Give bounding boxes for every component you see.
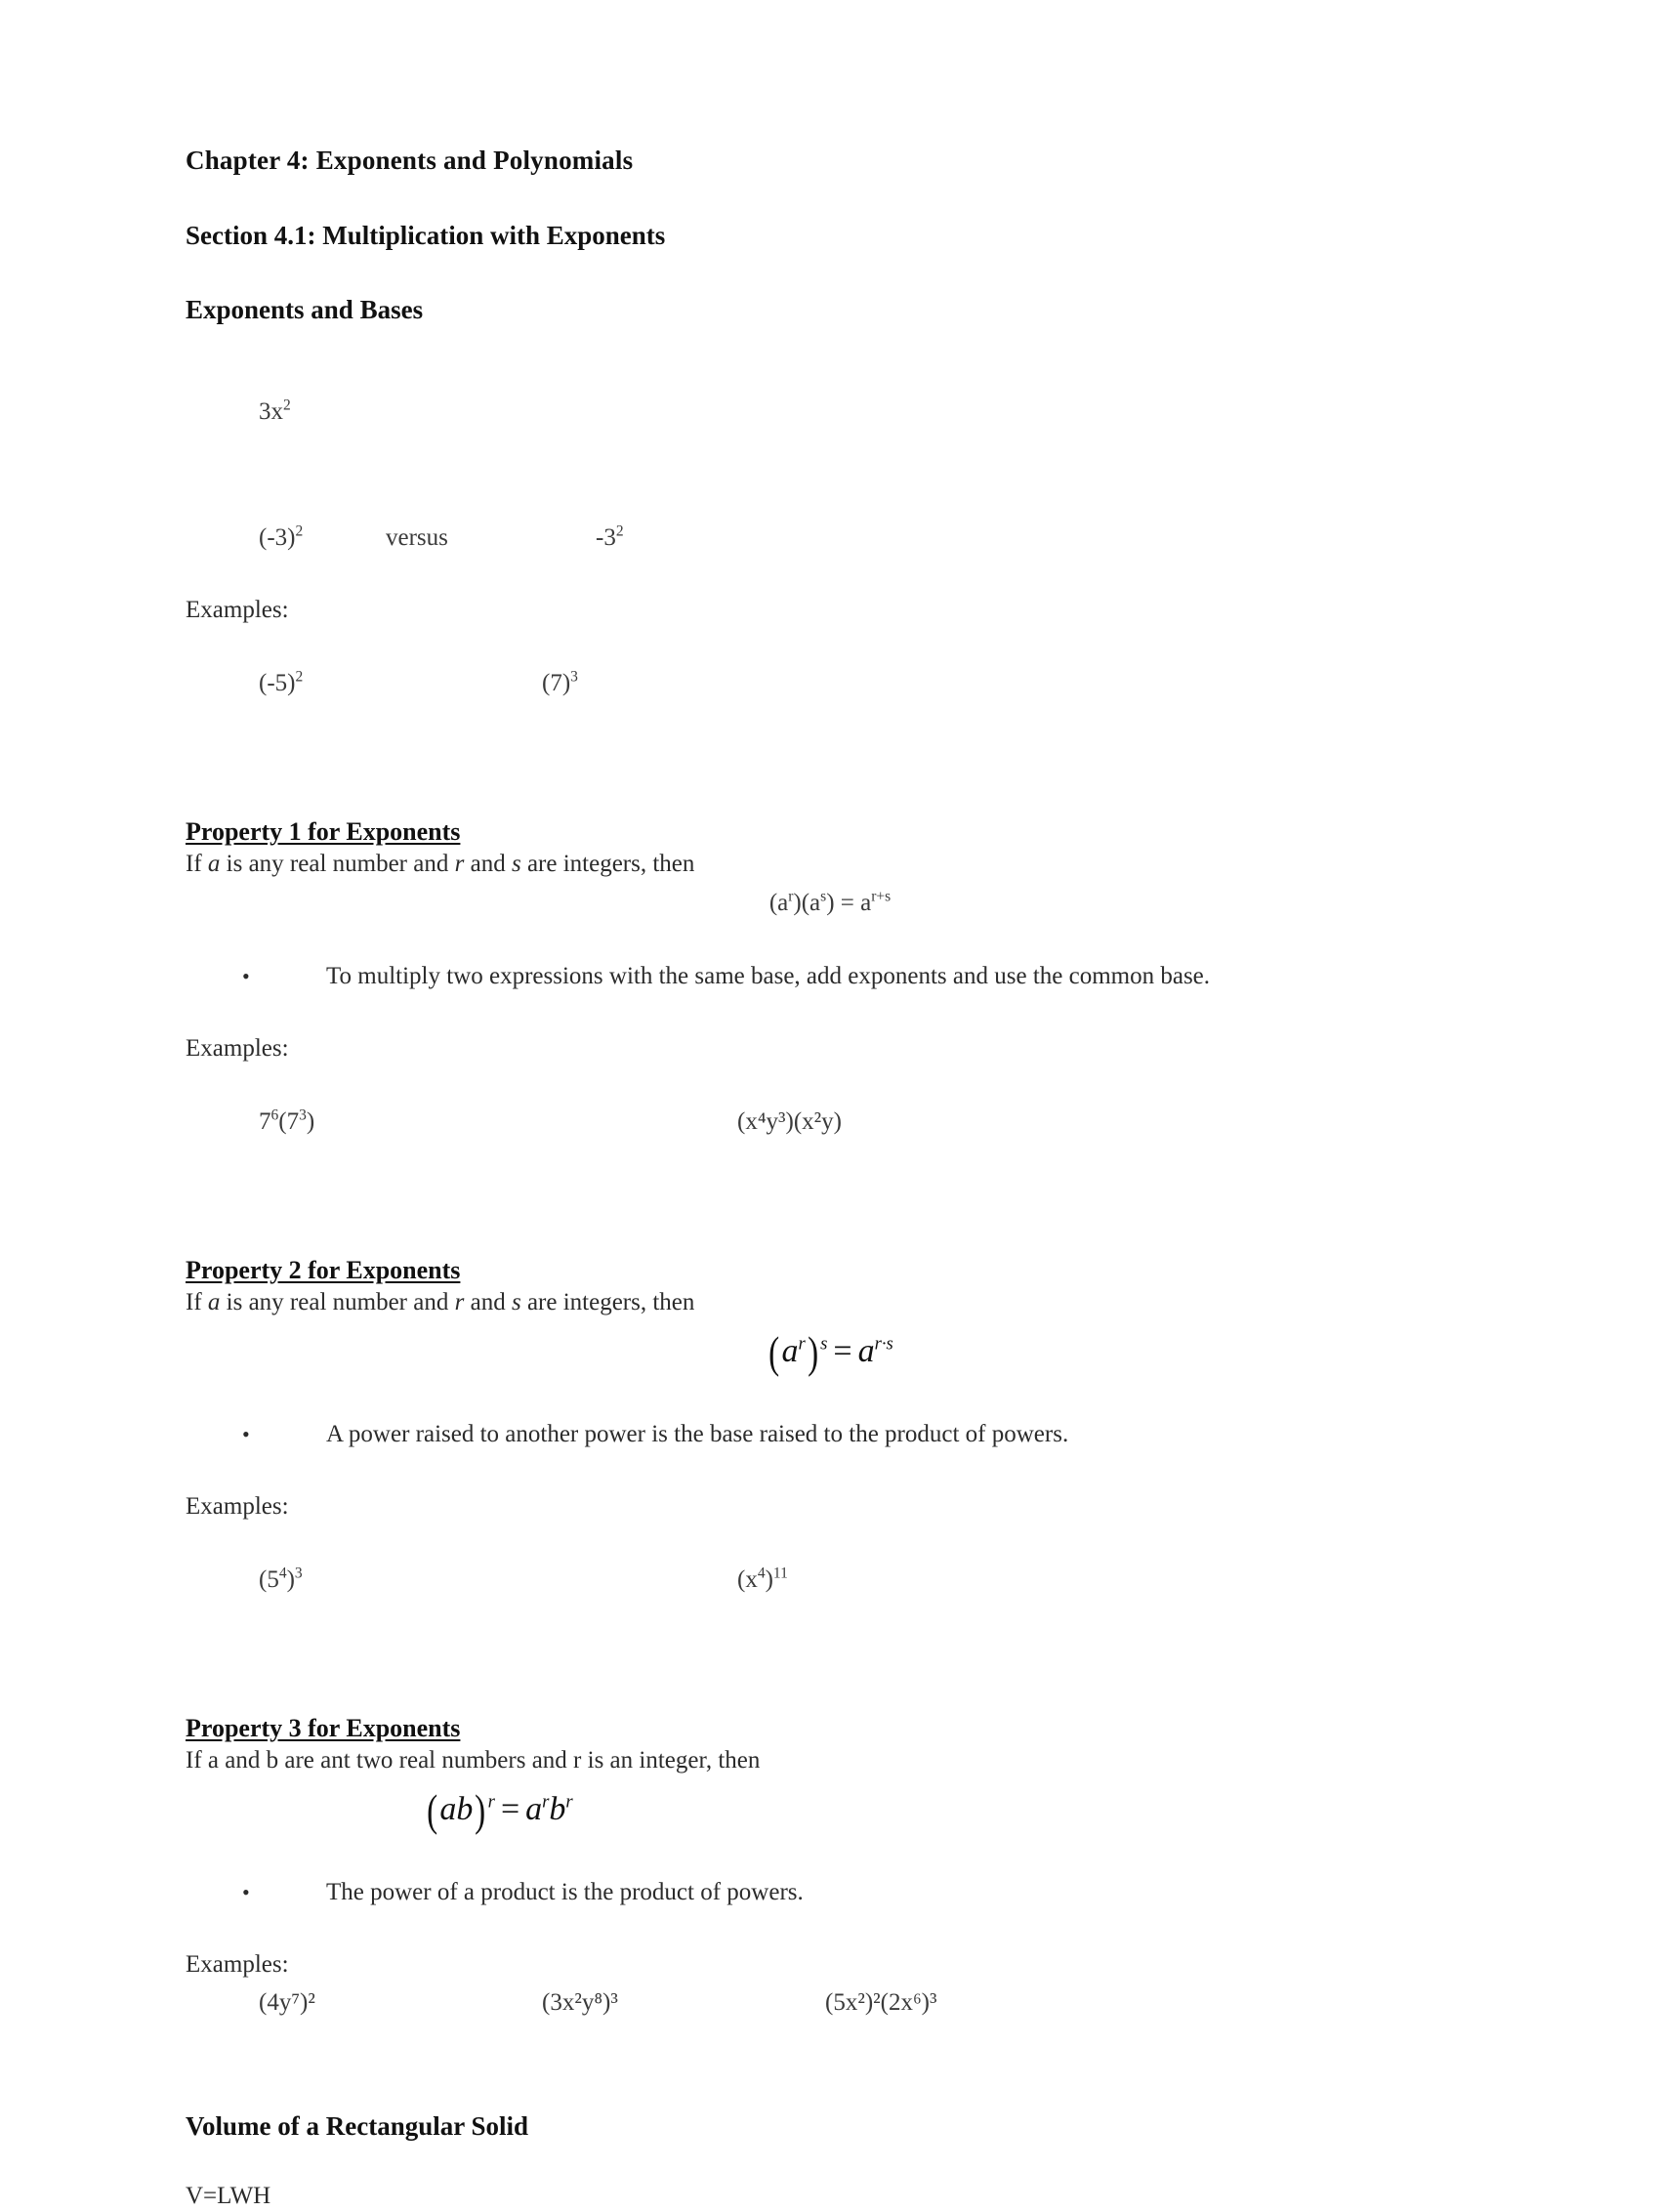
intro-example-2-base: (7) <box>542 669 571 696</box>
expression-base: 3x <box>259 398 283 426</box>
expression-3x-squared-row <box>186 396 1474 429</box>
intro-example-1-exponent: 2 <box>295 668 304 686</box>
bullet-icon: • <box>242 963 250 988</box>
property-2-title-wrap <box>186 1255 1474 1287</box>
property-1-bullet-row <box>186 961 1474 993</box>
property-3-example-1: (4y⁷)² <box>259 1988 315 2016</box>
property-3-example-3: (5x²)²(2x⁶)³ <box>825 1988 937 2016</box>
p3-equals: = <box>500 1791 520 1828</box>
expression-3x-squared <box>259 398 291 425</box>
p2-result-base: a <box>857 1333 875 1370</box>
p1-ex1-tail-exp: 3 <box>299 1106 307 1124</box>
property-1-examples-row <box>186 1106 1474 1139</box>
property-1-example-1 <box>259 1106 737 1139</box>
examples-label-property-3: Examples: <box>186 1951 289 1979</box>
bullet-icon: • <box>242 1879 250 1904</box>
property-2-examples-row <box>186 1565 1474 1597</box>
p1-f-exp-r: r <box>788 888 794 905</box>
examples-label-property-1: Examples: <box>186 1035 289 1063</box>
p3-result-a-exp: r <box>542 1791 550 1813</box>
p2-ex2-inner-exp: 4 <box>757 1565 766 1582</box>
property-2-formula <box>186 1328 1474 1378</box>
property-1-title-wrap <box>186 816 1474 849</box>
property-3-title-wrap <box>186 1713 1474 1745</box>
property-1-condition-mid2: and <box>464 850 512 877</box>
comparison-right-base: -3 <box>596 523 616 551</box>
p3-result-a: a <box>525 1791 543 1828</box>
intro-example-2 <box>542 668 578 700</box>
p1-ex1-tail-base: (7 <box>278 1107 300 1135</box>
property-1-condition-mid1: is any real number and <box>220 850 455 877</box>
property-2-title: Property 2 for Exponents <box>186 1256 461 1285</box>
property-1-var-r: r <box>454 850 465 877</box>
volume-formula: V=LWH <box>186 2182 271 2209</box>
property-3-example-2: (3x²y⁸)³ <box>542 1988 618 2016</box>
comparison-right-expression <box>596 522 624 555</box>
property-1-bullet-text: To multiply two expressions with the same base, add exponents and use the common base. <box>326 962 1211 989</box>
property-3-title: Property 3 for Exponents <box>186 1714 461 1743</box>
intro-example-1 <box>259 668 542 700</box>
comparison-right-exponent: 2 <box>615 522 624 540</box>
comparison-row <box>186 522 1474 555</box>
comparison-left-base: (-3) <box>259 523 296 551</box>
p2-equals: = <box>833 1333 852 1370</box>
property-2-var-r: r <box>454 1288 465 1315</box>
comparison-left-exponent: 2 <box>295 522 304 540</box>
p2-ex2-close: ) <box>765 1565 773 1593</box>
p2-ex1-outer-exp: 3 <box>294 1565 303 1582</box>
section-heading: Section 4.1: Multiplication with Exponents <box>186 220 666 250</box>
p3-result-b-exp: r <box>565 1791 573 1813</box>
p2-ex1-close: ) <box>286 1565 295 1593</box>
property-2-condition-mid2: and <box>464 1288 512 1315</box>
p2-inner-exp: r <box>798 1333 806 1355</box>
topic-heading-exponents-and-bases: Exponents and Bases <box>186 295 424 325</box>
intro-example-1-base: (-5) <box>259 669 296 696</box>
p3-result-b: b <box>549 1791 566 1828</box>
p1-f-exp-s: s <box>820 888 827 905</box>
property-2-condition-post: are integers, then <box>520 1288 695 1315</box>
property-1-var-s: s <box>511 850 521 877</box>
property-2-example-1 <box>259 1565 737 1597</box>
chapter-heading: Chapter 4: Exponents and Polynomials <box>186 146 634 175</box>
bullet-icon: • <box>242 1421 250 1446</box>
property-1-condition-pre: If <box>186 850 208 877</box>
p2-ex1-inner-exp: 4 <box>278 1565 287 1582</box>
p1-ex1-exp: 6 <box>270 1106 279 1124</box>
property-2-bullet-text: A power raised to another power is the base raised to the product of powers. <box>326 1420 1069 1447</box>
p2-ex1-base: (5 <box>259 1565 279 1593</box>
comparison-versus-label: versus <box>386 523 448 551</box>
p3-exp: r <box>487 1791 495 1813</box>
property-2-condition-mid1: is any real number and <box>220 1288 455 1315</box>
property-1-formula <box>186 888 1474 920</box>
p2-ex2-outer-exp: 11 <box>772 1565 788 1582</box>
p2-result-exp: r·s <box>874 1333 893 1355</box>
property-2-condition-pre: If <box>186 1288 208 1315</box>
p2-base: a <box>781 1333 799 1370</box>
property-1-condition <box>186 849 1474 881</box>
property-1-formula-text <box>769 890 891 916</box>
intro-examples-row <box>186 668 1474 700</box>
p1-ex1-base: 7 <box>259 1107 271 1135</box>
property-3-condition: If a and b are ant two real numbers and r is an integer, then <box>186 1746 761 1774</box>
p3-paren-open: ( <box>427 1785 438 1836</box>
property-1-var-a: a <box>207 850 221 877</box>
property-1-title: Property 1 for Exponents <box>186 817 461 847</box>
p1-f-mid: )(a <box>793 890 821 917</box>
p1-f-close: ) = a <box>826 890 872 917</box>
volume-heading: Volume of a Rectangular Solid <box>186 2111 529 2142</box>
p3-base: ab <box>439 1791 474 1828</box>
property-1-example-2: (x⁴y³)(x²y) <box>737 1107 843 1135</box>
p2-outer-exp: s <box>820 1333 828 1355</box>
p1-f-open: (a <box>768 890 789 917</box>
expression-exponent: 2 <box>283 396 291 414</box>
property-2-condition <box>186 1287 1474 1319</box>
property-3-bullet-text: The power of a product is the product of powers. <box>326 1878 804 1905</box>
comparison-left-expression <box>259 522 386 555</box>
p3-paren-close: ) <box>475 1785 486 1836</box>
property-3-formula <box>186 1786 1474 1836</box>
p1-ex1-tail-close: ) <box>306 1107 315 1135</box>
property-3-bullet-row <box>186 1877 1474 1909</box>
examples-label-property-2: Examples: <box>186 1493 289 1521</box>
p2-paren-close: ) <box>807 1327 818 1378</box>
property-2-var-a: a <box>207 1288 221 1315</box>
property-3-examples-row <box>186 1987 1474 2020</box>
property-2-bullet-row <box>186 1419 1474 1451</box>
p2-paren-open: ( <box>768 1327 780 1378</box>
property-1-condition-post: are integers, then <box>520 850 695 877</box>
intro-example-2-exponent: 3 <box>570 668 578 686</box>
examples-label-intro: Examples: <box>186 597 289 624</box>
property-2-example-2 <box>737 1565 788 1597</box>
p1-f-exp-rs: r+s <box>871 888 892 905</box>
p2-ex2-base: (x <box>737 1565 758 1593</box>
property-2-var-s: s <box>511 1288 521 1315</box>
